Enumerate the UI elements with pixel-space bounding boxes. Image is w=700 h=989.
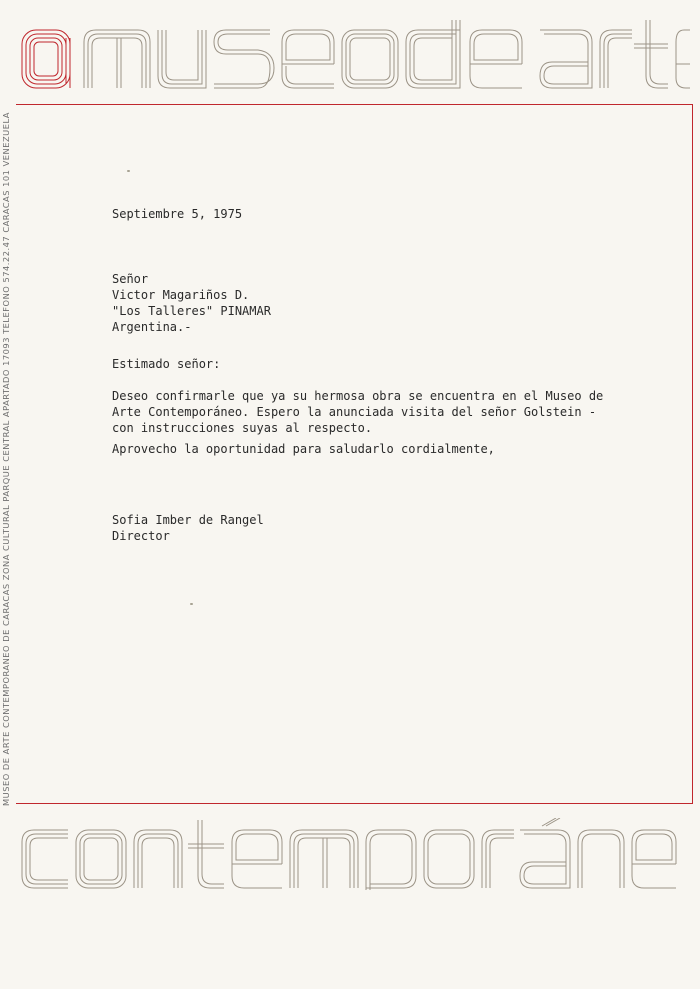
- recipient-line: Argentina.-: [112, 320, 192, 334]
- recipient-line: Victor Magariños D.: [112, 288, 250, 302]
- letter-date: Septiembre 5, 1975: [112, 207, 243, 221]
- body-line: con instrucciones suyas al respecto.: [112, 421, 373, 435]
- signer-title: Director: [112, 529, 170, 543]
- body-paragraph: [112, 388, 612, 436]
- paper-speck: [127, 170, 130, 172]
- closing-line: Aprovecho la oportunidad para saludarlo cordialmente,: [112, 442, 495, 456]
- signature-block: [112, 512, 264, 544]
- contemporaneo-logo: [20, 818, 680, 890]
- body-line: Deseo confirmarle que ya su hermosa obra se encuentra en el Museo de: [112, 389, 604, 403]
- salutation: Estimado señor:: [112, 357, 221, 371]
- body-line: Arte Contemporáneo. Espero la anunciada visita del señor Golstein -: [112, 405, 597, 419]
- recipient-line: Señor: [112, 272, 149, 286]
- recipient-line: "Los Talleres" PINAMAR: [112, 304, 271, 318]
- signer-name: Sofia Imber de Rangel: [112, 513, 264, 527]
- museo-de-arte-logo: [20, 18, 692, 90]
- recipient-block: [112, 271, 271, 335]
- side-address: MUSEO DE ARTE CONTEMPORANEO DE CARACAS ZONA CULTURAL PARQUE CENTRAL APARTADO 17093 TELEFONO 574.22.47 CARACAS 101 VENEZUELA: [1, 112, 11, 806]
- paper-speck: [190, 603, 193, 605]
